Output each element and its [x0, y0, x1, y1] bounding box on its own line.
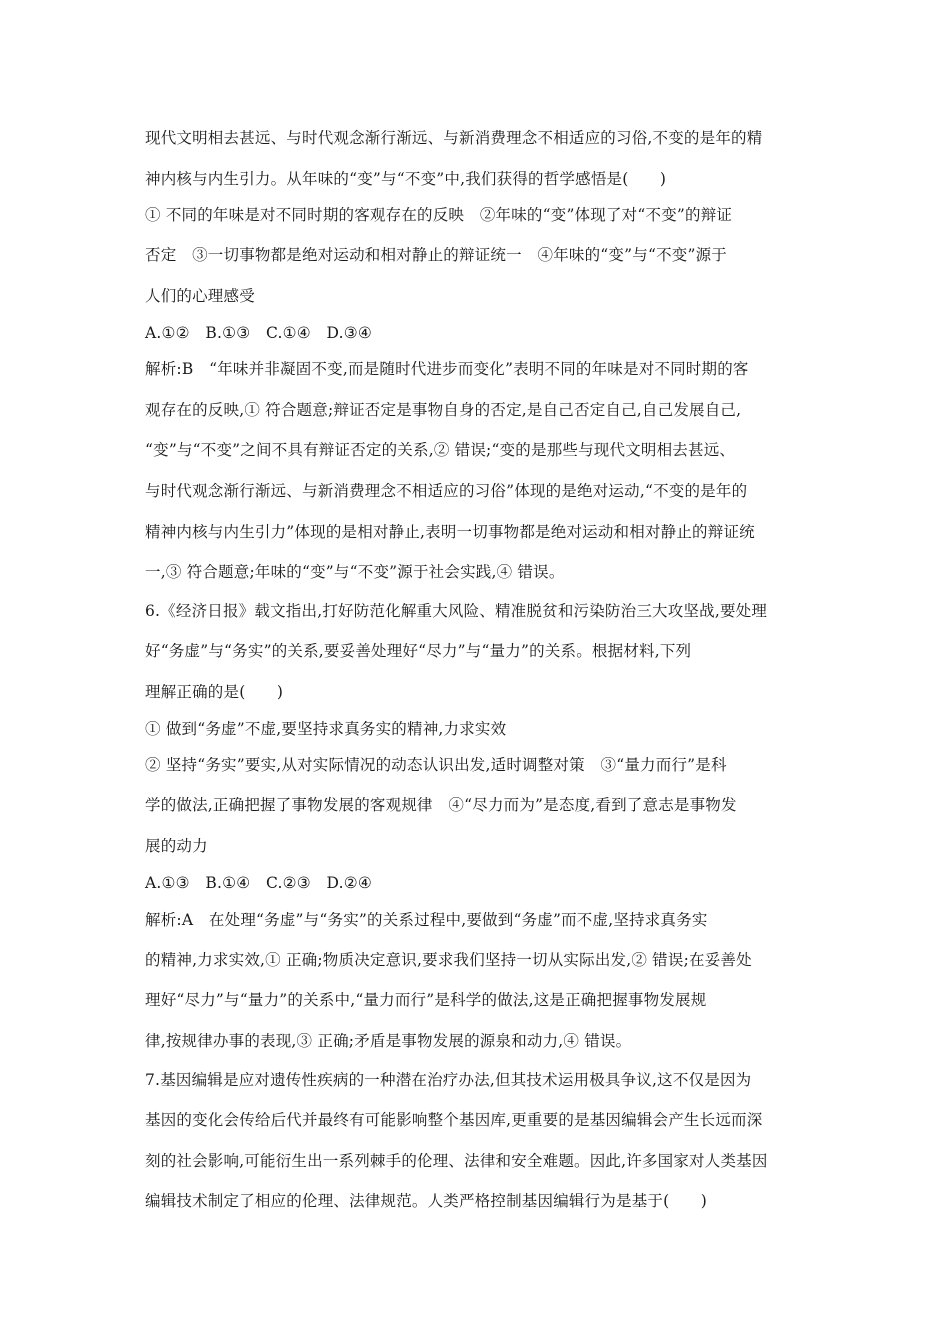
text-line: 好“务虚”与“务实”的关系,要妥善处理好“尽力”与“量力”的关系。根据材料,下列	[145, 642, 692, 660]
text-line: ① 不同的年味是对不同时期的客观存在的反映 ②年味的“变”体现了对“不变”的辩证	[145, 206, 733, 224]
answer-choices: A.①③ B.①④ C.②③ D.②④	[145, 874, 372, 892]
question-6-line: 6.《经济日报》载文指出,打好防范化解重大风险、精准脱贫和污染防治三大攻坚战,要处理	[145, 602, 768, 620]
text-line: ① 做到“务虚”不虚,要坚持求真务实的精神,力求实效	[145, 720, 507, 738]
text-line: 观存在的反映,① 符合题意;辩证否定是事物自身的否定,是自己否定自己,自己发展自己,	[145, 401, 742, 419]
question-7-line: 7.基因编辑是应对遗传性疾病的一种潜在治疗办法,但其技术运用极具争议,这不仅是因为	[145, 1071, 752, 1089]
text-line: 一,③ 符合题意;年味的“变”与“不变”源于社会实践,④ 错误。	[145, 563, 565, 581]
text-line: 与时代观念渐行渐远、与新消费理念不相适应的习俗”体现的是绝对运动,“不变的是年的	[145, 482, 748, 500]
text-line: 理好“尽力”与“量力”的关系中,“量力而行”是科学的做法,这是正确把握事物发展规	[145, 991, 707, 1009]
text-line: 神内核与内生引力。从年味的“变”与“不变”中,我们获得的哲学感悟是( )	[145, 170, 667, 188]
text-line: 精神内核与内生引力”体现的是相对静止,表明一切事物都是绝对运动和相对静止的辩证统	[145, 523, 755, 541]
text-line: 现代文明相去甚远、与时代观念渐行渐远、与新消费理念不相适应的习俗,不变的是年的精	[145, 129, 763, 147]
text-line: 解析:B “年味并非凝固不变,而是随时代进步而变化”表明不同的年味是对不同时期的客	[145, 360, 749, 378]
text-line: 刻的社会影响,可能衍生出一系列棘手的伦理、法律和安全难题。因此,许多国家对人类基因	[145, 1152, 768, 1170]
text-line: 否定 ③一切事物都是绝对运动和相对静止的辩证统一 ④年味的“变”与“不变”源于	[145, 246, 727, 264]
answer-choices: A.①② B.①③ C.①④ D.③④	[145, 324, 372, 342]
text-line: 解析:A 在处理“务虚”与“务实”的关系过程中,要做到“务虚”而不虚,坚持求真务实	[145, 911, 708, 929]
text-line: ② 坚持“务实”要实,从对实际情况的动态认识出发,适时调整对策 ③“量力而行”是科	[145, 756, 727, 774]
text-line: 律,按规律办事的表现,③ 正确;矛盾是事物发展的源泉和动力,④ 错误。	[145, 1032, 632, 1050]
text-line: 人们的心理感受	[145, 287, 255, 305]
text-line: 编辑技术制定了相应的伦理、法律规范。人类严格控制基因编辑行为是基于( )	[145, 1192, 707, 1210]
text-line: 学的做法,正确把握了事物发展的客观规律 ④“尽力而为”是态度,看到了意志是事物发	[145, 796, 737, 814]
text-line: 理解正确的是( )	[145, 683, 284, 701]
text-line: 展的动力	[145, 837, 208, 855]
text-line: “变”与“不变”之间不具有辩证否定的关系,② 错误;“变的是那些与现代文明相去甚远、	[145, 441, 736, 459]
text-line: 的精神,力求实效,① 正确;物质决定意识,要求我们坚持一切从实际出发,② 错误;在妥善处	[145, 951, 752, 969]
text-line: 基因的变化会传给后代并最终有可能影响整个基因库,更重要的是基因编辑会产生长远而深	[145, 1111, 763, 1129]
